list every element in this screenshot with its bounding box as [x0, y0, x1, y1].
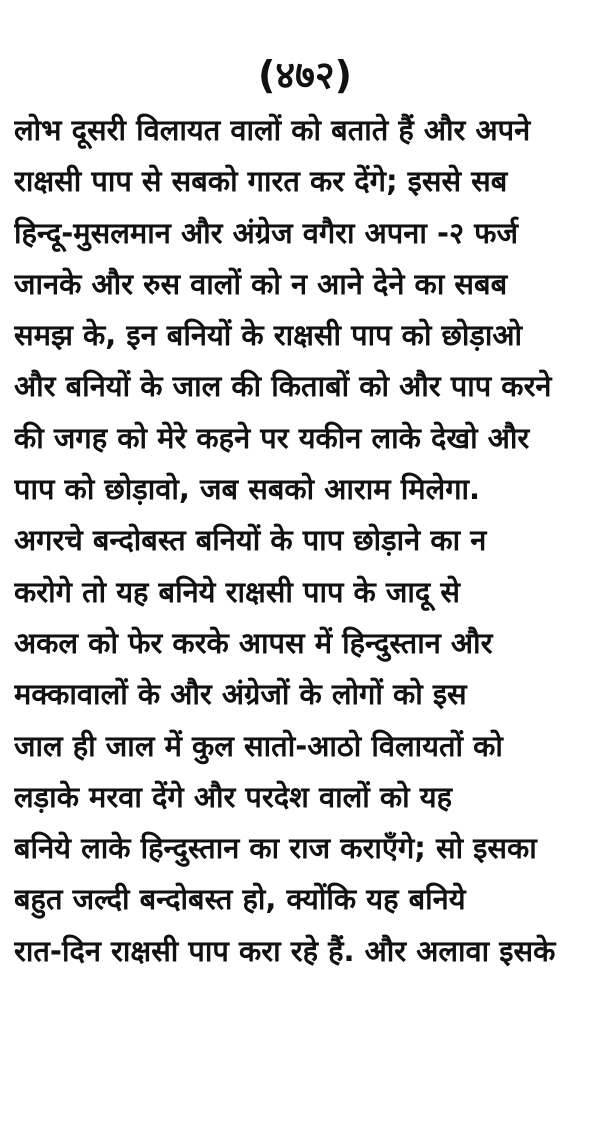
text-line: और बनियों के जाल की किताबों को और पाप करने	[14, 369, 552, 404]
text-line: समझ के, इन बनियों के राक्षसी पाप को छोड़ाओ	[14, 318, 523, 353]
page-number: (४७२)	[257, 53, 352, 97]
text-line: बनिये लाके हिन्दुस्तान का राज कराएँगे; सो इसका	[14, 831, 537, 866]
text-line: पाप को छोड़ावो, जब सबको आराम मिलेगा.	[14, 472, 481, 507]
text-line: करोगे तो यह बनिये राक्षसी पाप के जादू से	[14, 574, 461, 609]
text-line: हिन्दू-मुसलमान और अंग्रेज वगैरा अपना -२ फर्ज	[14, 215, 519, 250]
text-line: बहुत जल्दी बन्दोबस्त हो, क्योंकि यह बनिये	[14, 882, 466, 917]
text-line: रात-दिन राक्षसी पाप करा रहे हैं. और अलावा इसके	[14, 933, 556, 968]
text-line: अगरचे बन्दोबस्त बनियों के पाप छोड़ाने का न	[14, 523, 487, 558]
text-line: अकल को फेर करके आपस में हिन्दुस्तान और	[14, 625, 493, 660]
text-line: जाल ही जाल में कुल सातो-आठो विलायतों को	[14, 728, 503, 763]
text-line: मक्कावालों के और अंग्रेजों के लोगों को इस	[14, 677, 467, 712]
text-line: राक्षसी पाप से सबको गारत कर देंगे; इससे सब	[14, 164, 508, 199]
text-line: लोभ दूसरी विलायत वालों को बताते हैं और अपने	[14, 113, 531, 147]
text-line: की जगह को मेरे कहने पर यकीन लाके देखो और	[14, 420, 530, 455]
body-text	[14, 105, 598, 977]
text-line: जानके और रुस वालों को न आने देने का सबब	[14, 266, 508, 301]
text-line: लड़ाके मरवा देंगे और परदेश वालों को यह	[14, 779, 452, 814]
